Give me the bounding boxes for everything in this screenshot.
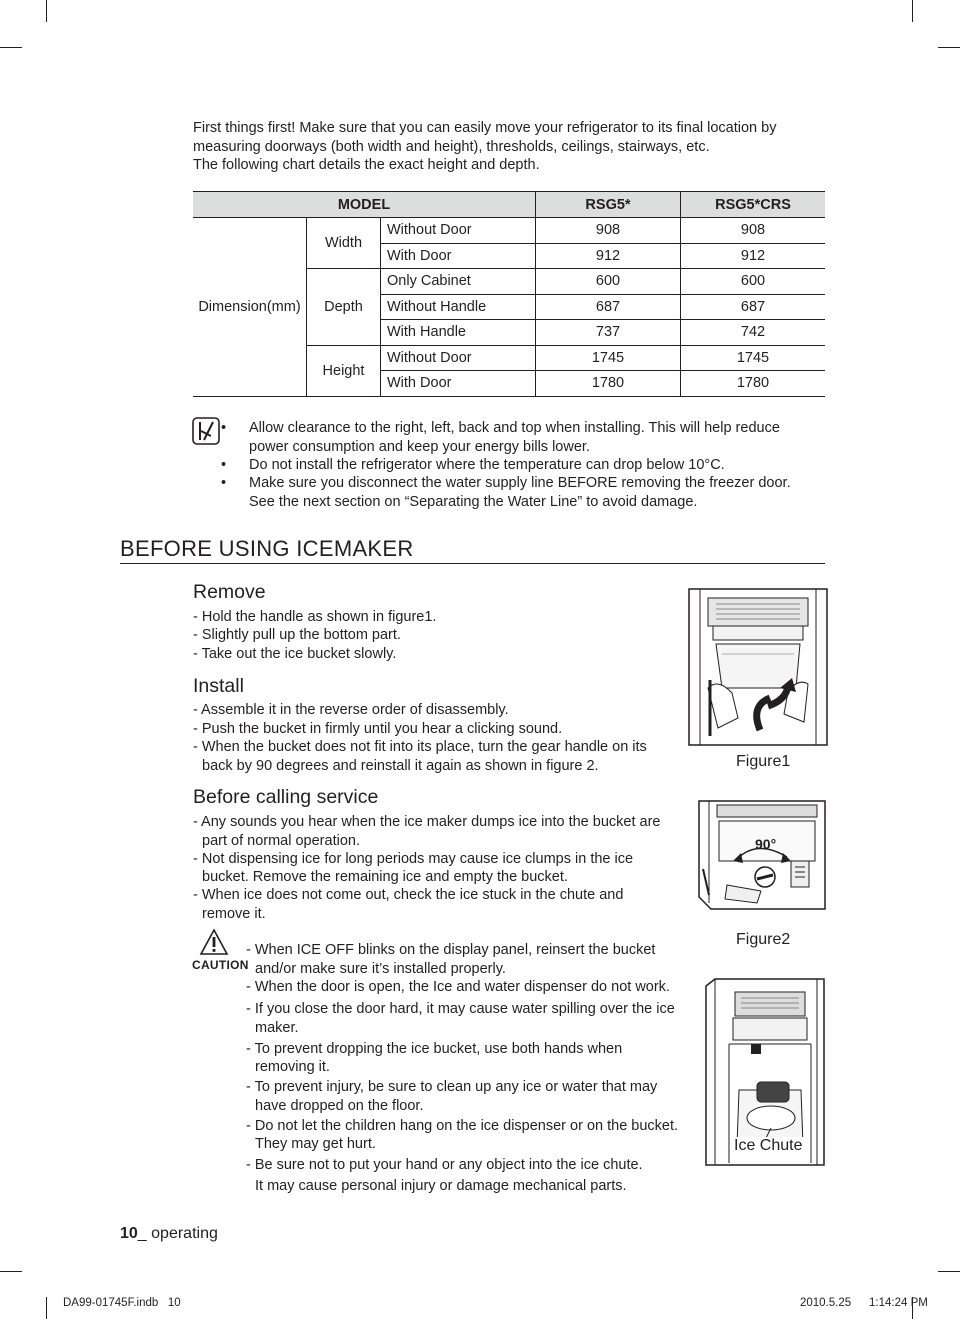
caution-item: - Be sure not to put your hand or any object into the ice chute. (246, 1157, 643, 1173)
caution-item: They may get hurt. (255, 1136, 376, 1152)
row-label: With Handle (381, 320, 536, 346)
cell-value: 1780 (681, 371, 826, 397)
service-item: - Any sounds you hear when the ice maker dumps ice into the bucket are (193, 814, 661, 830)
section-divider (120, 563, 825, 564)
intro-line: measuring doorways (both width and height), thresholds, ceilings, stairways, etc. (193, 138, 710, 155)
remove-item: - Hold the handle as shown in figure1. (193, 609, 437, 625)
cell-value: 737 (536, 320, 681, 346)
print-time: 1:14:24 PM (869, 1297, 928, 1309)
table-row (193, 218, 825, 244)
note-line: • Allow clearance to the right, left, back and top when installing. This will help reduce (249, 420, 780, 436)
figure1-caption: Figure1 (736, 753, 791, 770)
install-item: back by 90 degrees and reinstall it again as shown in figure 2. (202, 758, 599, 774)
crop-mark (46, 0, 47, 22)
figure2-caption: Figure2 (736, 931, 791, 948)
intro-paragraph (193, 119, 833, 175)
install-item: - When the bucket does not fit into its place, turn the gear handle on its (193, 739, 647, 755)
note-line: • Do not install the refrigerator where the temperature can drop below 10°C. (249, 457, 725, 473)
row-label: Without Door (381, 218, 536, 244)
install-item: - Assemble it in the reverse order of disassembly. (193, 702, 509, 718)
depth-label: Depth (307, 269, 381, 346)
caution-item: - If you close the door hard, it may cause water spilling over the ice (246, 1001, 675, 1017)
service-item: - Not dispensing ice for long periods may cause ice clumps in the ice (193, 851, 634, 867)
caution-item: and/or make sure it’s installed properly. (255, 961, 506, 977)
service-item: remove it. (202, 906, 266, 922)
install-item: - Push the bucket in firmly until you hear a clicking sound. (193, 721, 563, 737)
crop-mark (938, 47, 960, 48)
note-icon (192, 417, 220, 445)
caution-item: - When the door is open, the Ice and water dispenser do not work. (246, 979, 670, 995)
cell-value: 1745 (536, 345, 681, 371)
header-rsg5: RSG5* (536, 192, 681, 218)
page-num: 10 (120, 1225, 138, 1242)
width-label: Width (307, 218, 381, 269)
row-label: With Door (381, 243, 536, 269)
row-label: Without Handle (381, 294, 536, 320)
row-label: Without Door (381, 345, 536, 371)
service-item: bucket. Remove the remaining ice and empty the bucket. (202, 869, 568, 885)
header-model: MODEL (193, 192, 536, 218)
file-name: DA99-01745F.indb 10 (63, 1297, 181, 1309)
caution-icon (199, 928, 229, 956)
cell-value: 908 (681, 218, 826, 244)
figure2-illustration (697, 799, 827, 911)
cell-value: 600 (536, 269, 681, 295)
cell-value: 742 (681, 320, 826, 346)
note-line: power consumption and keep your energy bills lower. (249, 438, 590, 455)
caution-item: - Do not let the children hang on the ice dispenser or on the bucket. (246, 1118, 679, 1134)
page-number (120, 1225, 218, 1243)
caution-item: It may cause personal injury or damage mechanical parts. (255, 1178, 627, 1194)
height-label: Height (307, 345, 381, 396)
caution-item: maker. (255, 1020, 299, 1036)
caution-item: have dropped on the floor. (255, 1098, 424, 1114)
cell-value: 912 (536, 243, 681, 269)
row-label: Only Cabinet (381, 269, 536, 295)
crop-mark (0, 1271, 22, 1272)
crop-mark (46, 1297, 47, 1319)
cell-value: 600 (681, 269, 826, 295)
intro-line: The following chart details the exact height and depth. (193, 157, 540, 174)
caution-item: - To prevent injury, be sure to clean up any ice or water that may (246, 1079, 658, 1095)
note-item (228, 474, 798, 511)
ice-chute-caption: Ice Chute (734, 1137, 803, 1154)
intro-line: First things first! Make sure that you can easily move your refrigerator to its final location by (193, 120, 777, 136)
caution-label: CAUTION (192, 958, 249, 972)
caution-item: - To prevent dropping the ice bucket, use both hands when (246, 1041, 623, 1057)
page-section-label: _ operating (137, 1225, 218, 1242)
dimension-table (193, 191, 825, 397)
caution-item: - When ICE OFF blinks on the display panel, reinsert the bucket (246, 942, 656, 958)
cell-value: 1780 (536, 371, 681, 397)
header-rsg5crs: RSG5*CRS (681, 192, 826, 218)
remove-title: Remove (193, 581, 266, 603)
caution-item: removing it. (255, 1059, 330, 1075)
print-date: 2010.5.25 (800, 1297, 852, 1309)
remove-item: - Take out the ice bucket slowly. (193, 646, 397, 662)
crop-mark (938, 1271, 960, 1272)
service-item: part of normal operation. (202, 833, 360, 849)
note-item (228, 419, 798, 456)
cell-value: 687 (536, 294, 681, 320)
table-header-row (193, 192, 825, 218)
crop-mark (912, 0, 913, 22)
service-title: Before calling service (193, 786, 379, 808)
dimension-label: Dimension(mm) (193, 218, 307, 397)
figure1-illustration (688, 588, 828, 746)
note-line: See the next section on “Separating the Water Line” to avoid damage. (249, 493, 698, 510)
angle-label: 90° (755, 836, 777, 852)
row-label: With Door (381, 371, 536, 397)
note-line: • Make sure you disconnect the water supply line BEFORE removing the freezer door. (249, 475, 791, 491)
service-item: - When ice does not come out, check the ice stuck in the chute and (193, 887, 624, 903)
note-item (228, 456, 798, 475)
remove-item: - Slightly pull up the bottom part. (193, 627, 401, 643)
cell-value: 908 (536, 218, 681, 244)
cell-value: 912 (681, 243, 826, 269)
section-title: BEFORE USING ICEMAKER (120, 536, 414, 561)
cell-value: 1745 (681, 345, 826, 371)
cell-value: 687 (681, 294, 826, 320)
install-title: Install (193, 675, 244, 697)
crop-mark (0, 47, 22, 48)
